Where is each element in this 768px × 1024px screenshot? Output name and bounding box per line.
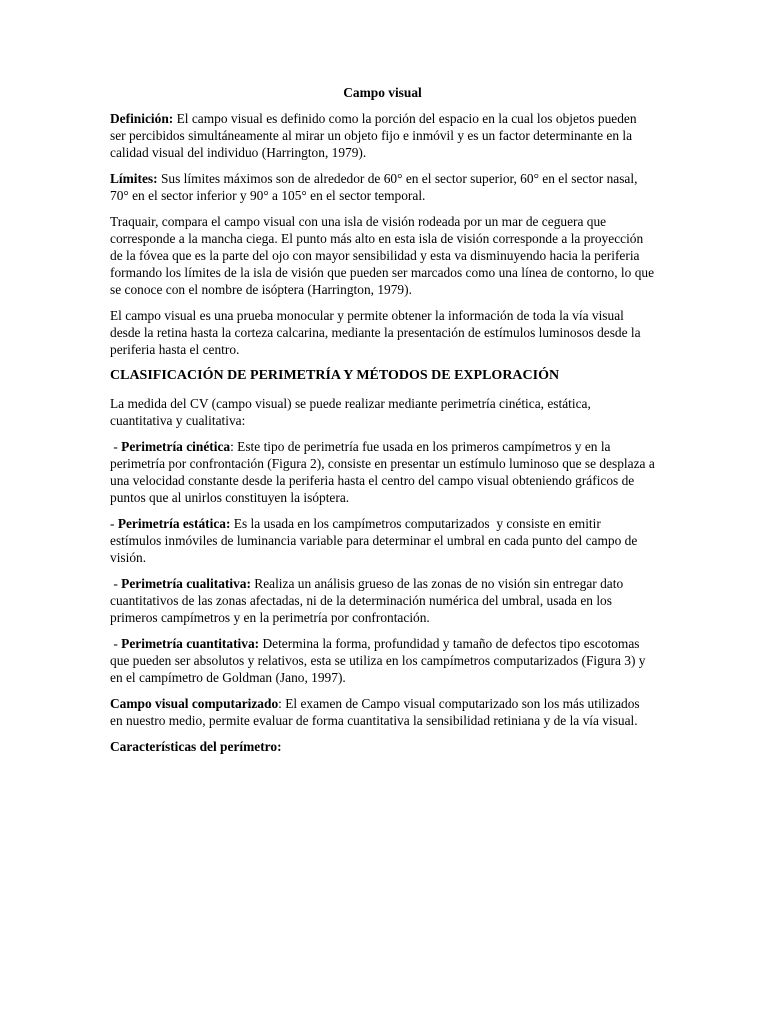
limites-label: Límites: — [110, 171, 158, 186]
paragraph-caracteristicas — [110, 738, 655, 755]
cualitativa-prefix: - — [110, 576, 122, 591]
paragraph-prueba: El campo visual es una prueba monocular y permite obtener la información de toda la vía visual desde la retina hasta la corteza calcarina, mediante la presentación de estímulos luminosos desde la periferia hasta el centro. — [110, 308, 641, 357]
cinetica-prefix: - — [110, 439, 122, 454]
document-body — [110, 84, 655, 764]
paragraph-medida: La medida del CV (campo visual) se puede realizar mediante perimetría cinética, estática, cuantitativa y cualitativa: — [110, 396, 591, 428]
limites-text: Sus límites máximos son de alrededor de 60° en el sector superior, 60° en el sector nasal, 70° en el sector inferior y 90° a 105° en el sector temporal. — [110, 171, 638, 203]
cuantitativa-text: Determina la forma, profundidad y tamaño de defectos tipo escotomas que pueden ser absolutos y relativos, esta se utiliza en los campímetros computarizados (Figura 3) y en el campímetro de Goldman (Jano, 1997). — [110, 636, 646, 685]
computarizado-text: : El examen de Campo visual computarizado son los más utilizados en nuestro medio, permite evaluar de forma cuantitativa la sensibilidad retiniana y de la vía visual. — [110, 696, 640, 728]
cualitativa-label: Perimetría cualitativa: — [121, 576, 251, 591]
cuantitativa-label: Perimetría cuantitativa: — [121, 636, 260, 651]
cinetica-text: : Este tipo de perimetría fue usada en los primeros campímetros y en la perimetría por confrontación (Figura 2), consiste en presentar un estímulo luminoso que se desplaza a una velocidad constante desde la periferia hasta el centro del campo visual obteniendo gráficos de puntos que al unirlos constituyen la isóptera. — [110, 439, 655, 505]
cualitativa-text: Realiza un análisis grueso de las zonas de no visión sin entregar dato cuantitativos de las zonas afectadas, ni de la determinación numérica del umbral, usada en los primeros campímetros y en la perimetría por confrontación. — [110, 576, 624, 625]
cuantitativa-prefix: - — [110, 636, 122, 651]
estatica-text: Es la usada en los campímetros computarizados y consiste en emitir estímulos inmóviles de luminancia variable para determinar el umbral en cada punto del campo de visión. — [110, 516, 641, 565]
computarizado-label: Campo visual computarizado — [110, 696, 279, 711]
caracteristicas-label: Características del perímetro: — [110, 739, 282, 754]
paragraph-cinetica — [110, 438, 655, 506]
paragraph-traquair: Traquair, compara el campo visual con una isla de visión rodeada por un mar de ceguera que corresponde a la mancha ciega. El punto más alto en esta isla de visión corresponde a la proyección de la fóvea que es la parte del ojo con mayor sensibilidad y esta va disminuyendo hacia la periferia formando los límites de la isla de visión que pueden ser marcados como una línea de contorno, lo que se conoce con el nombre de isóptera (Harrington, 1979). — [110, 214, 655, 297]
cinetica-label: Perimetría cinética — [121, 439, 231, 454]
paragraph-estatica — [110, 515, 655, 566]
paragraph-definicion — [110, 110, 655, 161]
paragraph-cualitativa — [110, 575, 655, 626]
section-heading: CLASIFICACIÓN DE PERIMETRÍA Y MÉTODOS DE EXPLORACIÓN — [110, 368, 560, 383]
definicion-label: Definición: — [110, 111, 174, 126]
page-title: Campo visual — [343, 85, 422, 100]
paragraph-cuantitativa — [110, 635, 655, 686]
definicion-text: El campo visual es definido como la porción del espacio en la cual los objetos pueden ser percibidos simultáneamente al mirar un objeto fijo e inmóvil y es un factor determinante en la calidad visual del individuo (Harrington, 1979). — [110, 111, 637, 160]
paragraph-limites — [110, 170, 655, 204]
estatica-label: Perimetría estática: — [117, 516, 231, 531]
paragraph-computarizado — [110, 695, 655, 729]
estatica-prefix: - — [110, 516, 118, 531]
